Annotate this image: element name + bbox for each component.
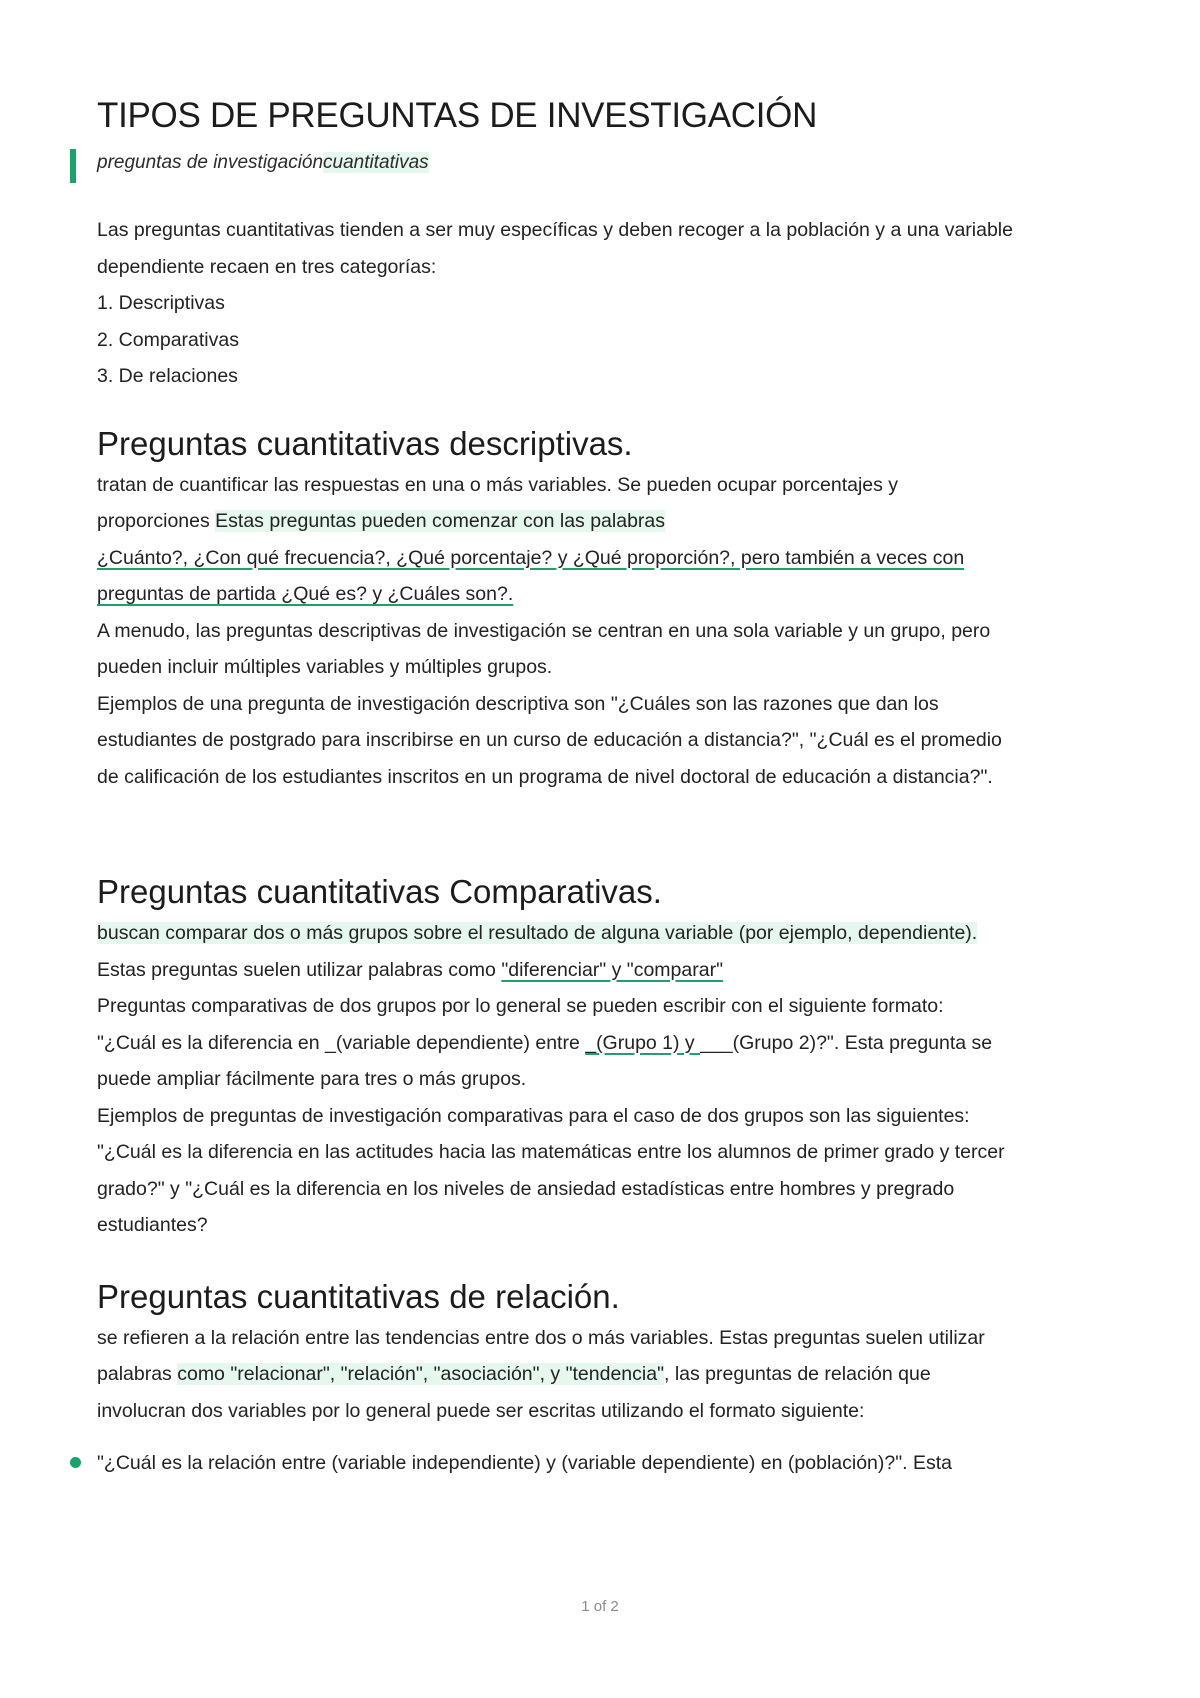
subtitle (97, 146, 1167, 180)
paragraph-line: tratan de cuantificar las respuestas en una o más variables. Se pueden ocupar porcentajes y (97, 473, 899, 496)
text-span: , las preguntas de relación que (664, 1363, 931, 1385)
page-indicator: 1 of 2 (581, 1598, 619, 1615)
accent-bar (70, 149, 76, 183)
bullet-text: "¿Cuál es la relación entre (variable independiente) y (variable dependiente) en (población)?". Esta (97, 1452, 953, 1474)
paragraph-line (97, 576, 1167, 613)
paragraph-line: pueden incluir múltiples variables y múltiples grupos. (97, 656, 553, 678)
paragraph-line: se refieren a la relación entre las tendencias entre dos o más variables. Estas preguntas suelen utilizar (97, 1326, 985, 1349)
underlined-text: ¿Cuánto?, ¿Con qué frecuencia?, ¿Qué porcentaje? y ¿Qué proporción?, pero también a veces con (97, 546, 965, 569)
document-page (97, 86, 1167, 1482)
paragraph-line: puede ampliar fácilmente para tres o más grupos. (97, 1068, 527, 1090)
relation-heading: Preguntas cuantitativas de relación. (97, 1277, 620, 1315)
intro-line-2: dependiente recaen en tres categorías: (97, 255, 437, 278)
list-item: 2. Comparativas (97, 328, 239, 351)
subtitle-block (97, 146, 1167, 186)
underlined-text: _(Grupo 1) y (585, 1031, 701, 1054)
paragraph-line (97, 915, 1167, 952)
paragraph-line (97, 952, 1167, 989)
paragraph-line (97, 503, 1167, 540)
paragraph-line: Preguntas comparativas de dos grupos por lo general se pueden escribir con el siguiente formato: (97, 995, 944, 1017)
comparative-heading: Preguntas cuantitativas Comparativas. (97, 873, 662, 910)
paragraph-line: A menudo, las preguntas descriptivas de investigación se centran en una sola variable y un grupo, pero (97, 619, 991, 642)
paragraph-line: estudiantes? (97, 1214, 208, 1236)
paragraph-line: "¿Cuál es la diferencia en las actitudes hacia las matemáticas entre los alumnos de primer grado y tercer (97, 1141, 1005, 1163)
comparative-section (97, 869, 1167, 1244)
descriptive-section (97, 421, 1167, 796)
text-span: ___(Grupo 2)?". Esta pregunta se (700, 1031, 993, 1054)
text-span: palabras (97, 1363, 178, 1385)
paragraph-line: de calificación de los estudiantes inscritos en un programa de nivel doctoral de educación a distancia?". (97, 765, 993, 788)
paragraph-line: grado?" y "¿Cuál es la diferencia en los niveles de ansiedad estadísticas entre hombres y pregrado (97, 1177, 955, 1200)
bullet-icon (70, 1457, 81, 1468)
highlighted-text: buscan comparar dos o más grupos sobre el resultado de alguna variable (por ejemplo, dependiente). (97, 922, 978, 944)
underlined-text: preguntas de partida ¿Qué es? y ¿Cuáles son?. (97, 583, 514, 605)
list-item: 1. Descriptivas (97, 292, 225, 314)
page-title: TIPOS DE PREGUNTAS DE INVESTIGACIÓN (97, 96, 818, 135)
text-span: proporciones (97, 510, 216, 532)
intro-section (97, 212, 1167, 395)
highlighted-text: como "relacionar", "relación", "asociación", y "tendencia" (177, 1363, 664, 1385)
intro-line-1: Las preguntas cuantitativas tienden a ser muy específicas y deben recoger a la población y a una variable (97, 219, 1013, 241)
paragraph-line (97, 1025, 1167, 1062)
subtitle-part2: cuantitativas (323, 152, 429, 173)
paragraph-line: estudiantes de postgrado para inscribirse en un curso de educación a distancia?", "¿Cuál es el promedio (97, 729, 1002, 751)
paragraph-line (97, 1356, 1167, 1393)
paragraph-line: Ejemplos de preguntas de investigación comparativas para el caso de dos grupos son las siguientes: (97, 1104, 970, 1127)
list-item: 3. De relaciones (97, 365, 238, 387)
subtitle-part1: preguntas de investigación (97, 152, 324, 173)
text-span: "¿Cuál es la diferencia en _(variable dependiente) entre (97, 1031, 586, 1054)
highlighted-text: Estas preguntas pueden comenzar con las palabras (215, 510, 666, 532)
text-span: Estas preguntas suelen utilizar palabras como (97, 958, 502, 981)
paragraph-line: Ejemplos de una pregunta de investigación descriptiva son "¿Cuáles son las razones que dan los (97, 692, 939, 715)
descriptive-heading: Preguntas cuantitativas descriptivas. (97, 424, 633, 462)
relation-section (97, 1274, 1167, 1482)
paragraph-line: involucran dos variables por lo general puede ser escritas utilizando el formato siguiente: (97, 1399, 865, 1422)
paragraph-line (97, 540, 1167, 577)
list-item (97, 1445, 1167, 1482)
underlined-text: "diferenciar" y "comparar" (501, 958, 723, 981)
